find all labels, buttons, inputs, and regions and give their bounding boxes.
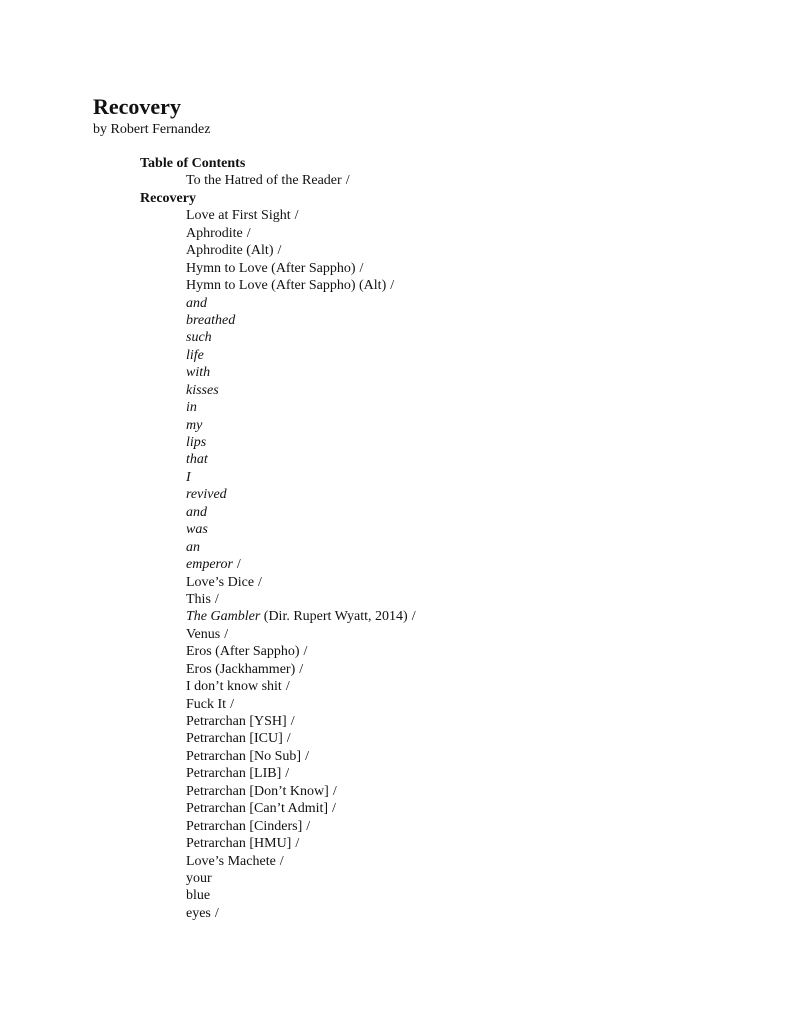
toc-entry-separator: / <box>224 626 229 642</box>
toc-entry-label: Petrarchan [Don’t Know] <box>186 783 329 799</box>
toc-entry-label: eyes <box>186 905 211 921</box>
toc-entry[interactable] <box>140 678 416 695</box>
toc-entry-label: Petrarchan [YSH] <box>186 714 287 729</box>
toc-entry-separator: / <box>294 208 299 224</box>
toc-entry[interactable] <box>140 556 416 573</box>
toc-entry-separator: / <box>332 783 337 799</box>
toc-entry-label: Eros (After Sappho) <box>186 644 300 660</box>
toc-entry-word[interactable] <box>140 521 416 538</box>
toc-entry[interactable] <box>140 277 416 294</box>
toc-entry-word[interactable] <box>140 504 416 521</box>
toc-entry-word[interactable] <box>140 451 416 468</box>
toc-entry[interactable] <box>140 853 416 870</box>
toc-entry-word[interactable] <box>140 887 416 904</box>
document-byline: by Robert Fernandez <box>93 122 211 137</box>
toc-entry-label: Fuck It <box>186 696 227 712</box>
toc-entry-separator: / <box>290 714 295 729</box>
toc-entry[interactable] <box>140 748 416 765</box>
toc-entry[interactable] <box>140 835 416 852</box>
toc-entry-word[interactable] <box>140 870 416 887</box>
toc-entry-label: and <box>186 295 207 311</box>
toc-entry-word[interactable] <box>140 417 416 434</box>
toc-entry-label: such <box>186 330 212 346</box>
toc-entry[interactable] <box>140 696 416 713</box>
toc-entry-separator: / <box>390 278 395 294</box>
toc-entry-label: breathed <box>186 312 236 328</box>
document-title: Recovery <box>93 94 181 119</box>
toc-entry[interactable] <box>140 713 416 730</box>
toc-entry-separator: / <box>411 609 416 625</box>
toc-entry-label: Eros (Jackhammer) <box>186 661 296 677</box>
toc-entry-separator: / <box>258 574 262 590</box>
toc-entry-separator: / <box>295 836 300 852</box>
toc-entry[interactable] <box>140 643 416 660</box>
toc-entry-word[interactable] <box>140 312 416 329</box>
toc-entry-separator: / <box>279 853 284 869</box>
toc-entry-label: Aphrodite (Alt) <box>186 243 274 259</box>
toc-entry[interactable] <box>140 260 416 277</box>
toc-entry-label: (Dir. Rupert Wyatt, 2014) <box>263 609 408 625</box>
toc-entry-label: Aphrodite <box>186 225 243 241</box>
toc-entry-label: that <box>186 452 208 468</box>
toc-entry-label: with <box>186 365 211 381</box>
toc-entry[interactable] <box>140 905 416 922</box>
toc-entry-word[interactable] <box>140 434 416 451</box>
toc-entry[interactable] <box>140 783 416 800</box>
toc-section-heading: Recovery <box>140 190 196 206</box>
toc-entry-word[interactable] <box>140 382 416 399</box>
toc-entry-label: and <box>186 504 207 520</box>
toc-entry-label: was <box>186 522 208 538</box>
toc-entry[interactable] <box>140 608 416 625</box>
toc-entry-word[interactable] <box>140 399 416 416</box>
toc-entry-label: Love at First Sight <box>186 208 291 224</box>
toc-entry-label: kisses <box>186 382 219 398</box>
toc-entry-label: Love’s Dice <box>186 574 255 590</box>
toc-entry-separator: / <box>332 801 336 817</box>
toc-heading: Table of Contents <box>140 156 246 171</box>
toc-entry-label: your <box>186 870 212 886</box>
toc-entry-label: an <box>186 539 200 555</box>
toc-entry-word[interactable] <box>140 469 416 486</box>
toc-entry-word[interactable] <box>140 539 416 556</box>
toc-entry-label: Hymn to Love (After Sappho) <box>186 260 356 276</box>
toc-entry-label: my <box>186 417 203 433</box>
toc-entry-label: revived <box>186 487 227 503</box>
toc-entry-separator: / <box>286 731 291 747</box>
toc-entry[interactable] <box>140 591 416 608</box>
toc-entry[interactable] <box>140 730 416 747</box>
toc-entry-label: life <box>186 347 204 363</box>
toc-entry[interactable] <box>140 765 416 782</box>
toc-entry-separator: / <box>305 748 309 764</box>
toc-entry-separator: / <box>306 818 311 834</box>
toc-entry-label: I <box>186 469 191 485</box>
toc-entry-label: Love’s Machete <box>186 853 276 869</box>
toc-entry-word[interactable] <box>140 364 416 381</box>
toc-entry-label: blue <box>186 888 211 904</box>
toc-entry-label: Petrarchan [No Sub] <box>186 748 302 764</box>
toc-entry[interactable] <box>140 661 416 678</box>
toc-entry-label: Hymn to Love (After Sappho) (Alt) <box>186 278 387 294</box>
toc-entry[interactable] <box>140 626 416 643</box>
toc-entry-separator: / <box>299 661 304 677</box>
table-of-contents <box>140 155 416 922</box>
toc-entry-word[interactable] <box>140 486 416 503</box>
toc-entry[interactable] <box>140 574 416 591</box>
toc-entry-separator: / <box>214 905 219 921</box>
toc-entry-label: To the Hatred of the Reader <box>186 173 342 189</box>
toc-entry-separator: / <box>303 644 308 660</box>
toc-entry-separator: / <box>246 225 251 241</box>
toc-entry-separator: / <box>285 679 290 695</box>
toc-entry-separator: / <box>277 243 282 259</box>
toc-entry[interactable] <box>140 800 416 817</box>
toc-entry-label: emperor <box>186 557 233 573</box>
toc-entry-label: in <box>186 400 197 416</box>
toc-entry-label: Petrarchan [ICU] <box>186 731 283 747</box>
toc-entry-label: Petrarchan [LIB] <box>186 766 282 782</box>
toc-entry[interactable] <box>140 207 416 224</box>
toc-entry-word[interactable] <box>140 329 416 346</box>
toc-entry-label: Petrarchan [Can’t Admit] <box>186 801 329 817</box>
toc-entry-separator: / <box>236 557 241 573</box>
toc-entry-separator: / <box>214 591 219 607</box>
toc-entry[interactable] <box>140 242 416 259</box>
toc-entry-label: Petrarchan [Cinders] <box>186 818 303 834</box>
toc-entry-label: Petrarchan [HMU] <box>186 836 292 852</box>
toc-entry-separator: / <box>230 696 234 712</box>
toc-entry-separator: / <box>345 173 350 189</box>
toc-entry-word[interactable] <box>140 347 416 364</box>
toc-entry-label: Venus <box>186 626 221 642</box>
toc-entry[interactable] <box>140 818 416 835</box>
toc-entry-word[interactable] <box>140 295 416 312</box>
toc-entry-film-title: The Gambler <box>186 609 261 625</box>
toc-entry[interactable] <box>140 172 416 189</box>
toc-entry-separator: / <box>285 766 290 782</box>
toc-entry-label: lips <box>186 435 207 450</box>
toc-entry-label: I don’t know shit <box>186 679 282 695</box>
toc-entry[interactable] <box>140 225 416 242</box>
toc-entry-label: This <box>186 591 211 607</box>
toc-entry-separator: / <box>359 260 364 276</box>
